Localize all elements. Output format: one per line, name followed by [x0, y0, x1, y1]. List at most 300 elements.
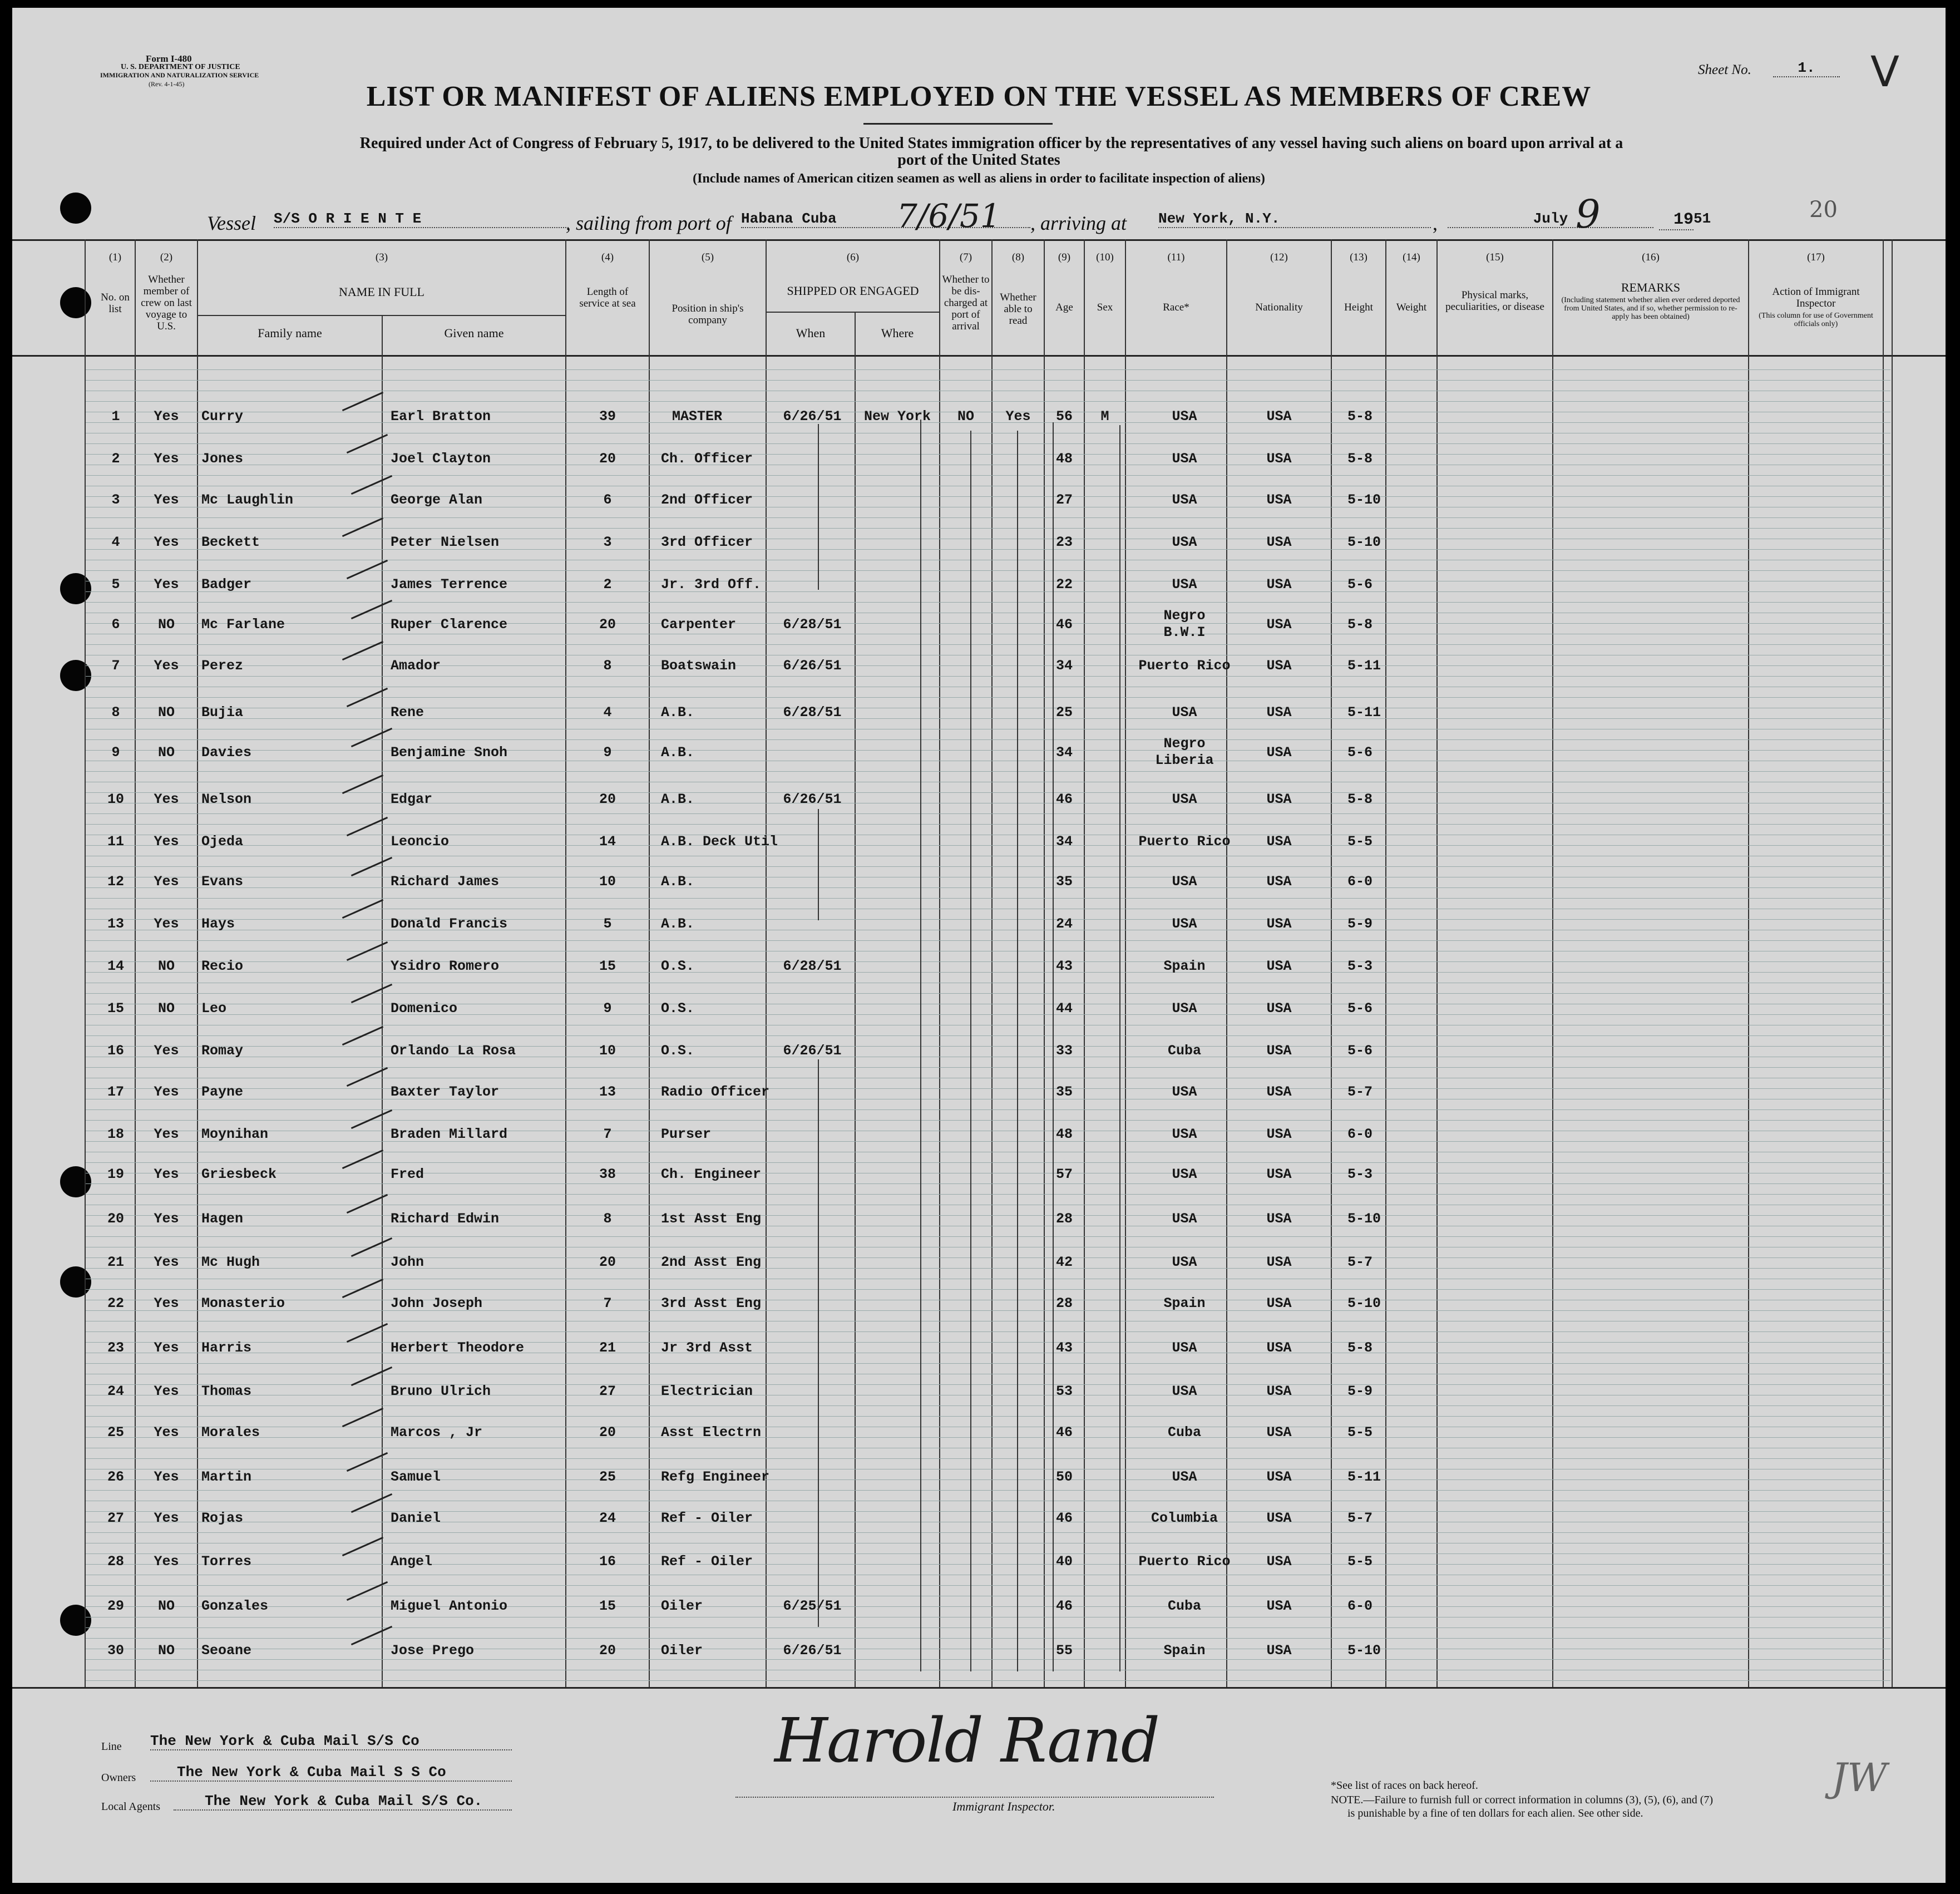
sheet-label: Sheet No.: [1698, 62, 1751, 77]
col-head-remarks: REMARKS: [1621, 280, 1681, 294]
age: 22: [1055, 576, 1073, 593]
row-number: 24: [107, 1383, 124, 1399]
able-to-read: Yes: [1005, 408, 1031, 425]
race-line-2: B.W.I: [1163, 624, 1206, 640]
ruled-line: [86, 1331, 1890, 1332]
crew-last-voyage: Yes: [154, 576, 179, 593]
given-name: Jose Prego: [391, 1643, 475, 1659]
length-of-service: 2: [603, 576, 612, 593]
family-name: Badger: [201, 576, 252, 593]
punch-hole: [60, 1166, 91, 1197]
col-head-sex: Sex: [1097, 302, 1113, 313]
height: 5-6: [1347, 1043, 1373, 1059]
family-name: Seoane: [201, 1643, 252, 1659]
position: Ch. Officer: [661, 451, 753, 467]
nationality: USA: [1266, 1211, 1292, 1227]
family-name: Harris: [201, 1340, 252, 1356]
position: O.S.: [661, 958, 695, 974]
column-rule: [1084, 239, 1085, 1687]
age: 35: [1055, 874, 1073, 890]
crew-last-voyage: Yes: [154, 1383, 179, 1399]
crew-last-voyage: Yes: [154, 1126, 179, 1142]
crew-last-voyage: Yes: [154, 1084, 179, 1100]
given-name: Miguel Antonio: [391, 1598, 508, 1614]
column-rule: [1883, 239, 1884, 1687]
row-number: 13: [107, 916, 124, 932]
nationality: USA: [1266, 791, 1292, 807]
col-num-11: (11): [1167, 251, 1185, 263]
age: 42: [1055, 1254, 1073, 1270]
ruled-line: [86, 676, 1890, 677]
height: 5-9: [1347, 1383, 1373, 1399]
row-number: 10: [107, 791, 124, 807]
race: USA: [1172, 408, 1197, 425]
col-head-physical: Physical marks, peculiarities, or disease: [1445, 289, 1544, 313]
inspector-signature: Harold Rand: [774, 1705, 1159, 1776]
height: 5-10: [1347, 492, 1381, 508]
nationality: USA: [1266, 1084, 1292, 1100]
given-name: John: [391, 1254, 424, 1270]
length-of-service: 20: [599, 616, 616, 633]
given-name: Braden Millard: [391, 1126, 508, 1142]
given-name: Edgar: [391, 791, 433, 807]
age: 40: [1055, 1553, 1073, 1570]
position: Ch. Engineer: [661, 1166, 762, 1182]
crew-last-voyage: Yes: [154, 1166, 179, 1182]
ruled-line: [86, 813, 1890, 814]
age: 43: [1055, 1340, 1073, 1356]
crew-last-voyage: Yes: [154, 1510, 179, 1526]
row-number: 30: [107, 1643, 124, 1659]
ruled-line: [86, 824, 1890, 825]
position: Oiler: [661, 1643, 703, 1659]
nationality: USA: [1266, 1254, 1292, 1270]
nationality: USA: [1266, 1340, 1292, 1356]
age: 48: [1055, 1126, 1073, 1142]
ruled-line: [86, 1659, 1890, 1660]
punch-hole: [60, 287, 91, 318]
nationality: USA: [1266, 658, 1292, 674]
given-name: Donald Francis: [391, 916, 508, 932]
col-num-2: (2): [160, 251, 173, 263]
family-name: Recio: [201, 958, 244, 974]
row-number: 2: [111, 451, 120, 467]
family-name: Monasterio: [201, 1295, 285, 1311]
page-title: LIST OR MANIFEST OF ALIENS EMPLOYED ON THE VESSEL AS MEMBERS OF CREW: [366, 81, 1592, 112]
table-outer-top: [12, 239, 1946, 241]
length-of-service: 8: [603, 1211, 612, 1227]
comma: ,: [1433, 212, 1438, 234]
length-of-service: 10: [599, 874, 616, 890]
family-name: Leo: [201, 1000, 227, 1017]
col-num-5: (5): [701, 251, 714, 263]
height: 5-11: [1347, 658, 1381, 674]
height: 5-8: [1347, 791, 1373, 807]
line-value: The New York & Cuba Mail S/S Co: [150, 1733, 512, 1750]
position: Electrician: [661, 1383, 753, 1399]
ruled-line: [86, 1405, 1890, 1406]
shipped-when: 6/28/51: [783, 704, 842, 721]
position: 1st Asst Eng: [661, 1211, 762, 1227]
nationality: USA: [1266, 916, 1292, 932]
height: 5-6: [1347, 576, 1373, 593]
age: 34: [1055, 744, 1073, 761]
col-head-read: Whether able to read: [1000, 292, 1036, 327]
position: 3rd Officer: [661, 534, 753, 550]
row-number: 20: [107, 1211, 124, 1227]
family-name: Nelson: [201, 791, 252, 807]
length-of-service: 38: [599, 1166, 616, 1182]
length-of-service: 3: [603, 534, 612, 550]
position: A.B.: [661, 791, 695, 807]
ruled-line: [86, 443, 1890, 444]
row-number: 23: [107, 1340, 124, 1356]
ruled-line: [86, 1067, 1890, 1068]
crew-last-voyage: NO: [157, 1598, 175, 1614]
ditto-stroke: [1053, 422, 1054, 1671]
owners-label: Owners: [101, 1772, 136, 1784]
given-name: Herbert Theodore: [391, 1340, 525, 1356]
column-rule: [1331, 239, 1332, 1687]
ruled-line: [86, 697, 1890, 698]
length-of-service: 24: [599, 1510, 616, 1526]
col-head-discharged: Whether to be dis-charged at port of arrival: [942, 274, 990, 332]
subtitle-line-2: port of the United States: [897, 151, 1060, 169]
race: USA: [1172, 1340, 1197, 1356]
vessel-name: S/S O R I E N T E: [274, 210, 569, 228]
title-rule: [863, 123, 1053, 125]
ruled-line: [86, 1236, 1890, 1237]
line-label: Line: [101, 1740, 122, 1753]
race: Puerto Rico: [1138, 658, 1231, 674]
age: 34: [1055, 833, 1073, 850]
row-number: 8: [111, 704, 120, 721]
ruled-line: [86, 1416, 1890, 1417]
nationality: USA: [1266, 1469, 1292, 1485]
crew-last-voyage: Yes: [154, 408, 179, 425]
vessel-label: Vessel: [207, 212, 256, 234]
crew-last-voyage: Yes: [154, 1553, 179, 1570]
row-number: 4: [111, 534, 120, 550]
col-num-15: (15): [1486, 251, 1504, 263]
length-of-service: 15: [599, 1598, 616, 1614]
position: 3rd Asst Eng: [661, 1295, 762, 1311]
nationality: USA: [1266, 576, 1292, 593]
nationality: USA: [1266, 408, 1292, 425]
given-name: Daniel: [391, 1510, 441, 1526]
height: 6-0: [1347, 874, 1373, 890]
age: 35: [1055, 1084, 1073, 1100]
col-num-17: (17): [1807, 251, 1825, 263]
family-name: Moynihan: [201, 1126, 269, 1142]
col-num-13: (13): [1350, 251, 1367, 263]
race: Negro: [1163, 608, 1206, 624]
crew-last-voyage: Yes: [154, 1424, 179, 1441]
col-num-3: (3): [375, 251, 388, 263]
col-head-race: Race*: [1163, 302, 1189, 313]
col-head-crew: Whether member of crew on last voyage to U.S.: [141, 274, 192, 332]
race: Columbia: [1151, 1510, 1218, 1526]
given-name: George Alan: [391, 492, 483, 508]
arriving-label: , arriving at: [1030, 212, 1127, 234]
ruled-line: [86, 1120, 1890, 1121]
crew-last-voyage: Yes: [154, 1254, 179, 1270]
age: 46: [1055, 1598, 1073, 1614]
crew-last-voyage: Yes: [154, 1295, 179, 1311]
col-head-family: Family name: [258, 326, 322, 340]
family-name: Martin: [201, 1469, 252, 1485]
col-head-name: NAME IN FULL: [339, 285, 424, 299]
ditto-stroke: [1017, 431, 1018, 1671]
length-of-service: 27: [599, 1383, 616, 1399]
row-number: 14: [107, 958, 124, 974]
given-name: Marcos , Jr: [391, 1424, 483, 1441]
family-name: Payne: [201, 1084, 244, 1100]
row-number: 15: [107, 1000, 124, 1017]
ruled-line: [86, 1680, 1890, 1681]
position: A.B.: [661, 744, 695, 761]
crew-last-voyage: Yes: [154, 1469, 179, 1485]
height: 5-10: [1347, 534, 1381, 550]
age: 48: [1055, 451, 1073, 467]
race: Cuba: [1167, 1424, 1201, 1441]
column-rule: [939, 239, 940, 1687]
race: Spain: [1163, 958, 1206, 974]
punch-hole: [60, 193, 91, 224]
age: 56: [1055, 408, 1073, 425]
length-of-service: 15: [599, 958, 616, 974]
length-of-service: 6: [603, 492, 612, 508]
ditto-stroke: [1119, 425, 1120, 1671]
ruled-line: [86, 517, 1890, 518]
ditto-stroke: [818, 1059, 819, 1627]
family-name: Thomas: [201, 1383, 252, 1399]
port-to: New York, N.Y.: [1158, 210, 1431, 228]
row-number: 18: [107, 1126, 124, 1142]
col-head-nationality: Nationality: [1255, 302, 1303, 313]
height: 5-10: [1347, 1211, 1381, 1227]
given-name: Richard James: [391, 874, 500, 890]
height: 5-8: [1347, 408, 1373, 425]
nationality: USA: [1266, 1126, 1292, 1142]
length-of-service: 10: [599, 1043, 616, 1059]
family-name: Hagen: [201, 1211, 244, 1227]
crew-last-voyage: Yes: [154, 833, 179, 850]
agents-label: Local Agents: [101, 1801, 161, 1813]
ruled-line: [86, 993, 1890, 994]
race: USA: [1172, 576, 1197, 593]
races-note: *See list of races on back hereof.: [1331, 1779, 1478, 1792]
age: 53: [1055, 1383, 1073, 1399]
col-num-9: (9): [1058, 251, 1071, 263]
shipped-when: 6/26/51: [783, 658, 842, 674]
height: 5-11: [1347, 1469, 1381, 1485]
crew-last-voyage: NO: [157, 958, 175, 974]
crew-last-voyage: Yes: [154, 916, 179, 932]
race: Spain: [1163, 1643, 1206, 1659]
position: 2nd Asst Eng: [661, 1254, 762, 1270]
nationality: USA: [1266, 1598, 1292, 1614]
shipped-when: 6/25/51: [783, 1598, 842, 1614]
family-name: Rojas: [201, 1510, 244, 1526]
shipped-where: New York: [863, 408, 931, 425]
nationality: USA: [1266, 1510, 1292, 1526]
height: 5-3: [1347, 958, 1373, 974]
age: 28: [1055, 1295, 1073, 1311]
height: 5-9: [1347, 916, 1373, 932]
family-name: Gonzales: [201, 1598, 269, 1614]
position: Ref - Oiler: [661, 1553, 753, 1570]
age: 44: [1055, 1000, 1073, 1017]
row-number: 26: [107, 1469, 124, 1485]
family-name: Bujia: [201, 704, 244, 721]
ruled-line: [86, 898, 1890, 899]
height: 5-6: [1347, 744, 1373, 761]
length-of-service: 8: [603, 658, 612, 674]
row-number: 12: [107, 874, 124, 890]
given-name: Rene: [391, 704, 424, 721]
column-rule: [991, 239, 993, 1687]
row-number: 27: [107, 1510, 124, 1526]
race: USA: [1172, 791, 1197, 807]
col-head-given: Given name: [444, 326, 504, 340]
check-mark: V: [1870, 47, 1899, 96]
column-rule: [85, 239, 86, 1687]
given-name: Amador: [391, 658, 441, 674]
col-head-when: When: [796, 326, 826, 340]
height: 6-0: [1347, 1126, 1373, 1142]
initials: JW: [1831, 1755, 1888, 1801]
race: USA: [1172, 1254, 1197, 1270]
col-head-weight: Weight: [1396, 302, 1427, 313]
ruled-line: [86, 570, 1890, 571]
family-name: Morales: [201, 1424, 260, 1441]
race: Puerto Rico: [1138, 833, 1231, 850]
length-of-service: 25: [599, 1469, 616, 1485]
discharged-at-arrival: NO: [957, 408, 974, 425]
given-name: Richard Edwin: [391, 1211, 500, 1227]
nationality: USA: [1266, 744, 1292, 761]
crew-last-voyage: NO: [157, 616, 175, 633]
given-name: Baxter Taylor: [391, 1084, 500, 1100]
column-rule: [1436, 239, 1438, 1687]
col-head-action: Action of Immigrant Inspector: [1772, 286, 1860, 309]
given-name: Ysidro Romero: [391, 958, 500, 974]
given-name: Ruper Clarence: [391, 616, 508, 633]
row-number: 3: [111, 492, 120, 508]
col-num-1: (1): [108, 251, 122, 263]
crew-last-voyage: Yes: [154, 451, 179, 467]
nationality: USA: [1266, 1424, 1292, 1441]
length-of-service: 20: [599, 1643, 616, 1659]
ruled-line: [86, 1363, 1890, 1364]
nationality: USA: [1266, 616, 1292, 633]
family-name: Mc Hugh: [201, 1254, 260, 1270]
age: 43: [1055, 958, 1073, 974]
family-name: Perez: [201, 658, 244, 674]
race: USA: [1172, 1383, 1197, 1399]
given-name: Orlando La Rosa: [391, 1043, 516, 1059]
row-number: 16: [107, 1043, 124, 1059]
arrival-year-suffix: 51: [1694, 210, 1711, 227]
age: 25: [1055, 704, 1073, 721]
col-num-4: (4): [601, 251, 614, 263]
header-bottom-rule: [12, 355, 1946, 357]
ruled-line: [86, 739, 1890, 740]
sailing-label: , sailing from port of: [566, 212, 732, 234]
family-name: Beckett: [201, 534, 260, 550]
height: 5-7: [1347, 1254, 1373, 1270]
col-num-8: (8): [1011, 251, 1025, 263]
row-number: 9: [111, 744, 120, 761]
length-of-service: 9: [603, 744, 612, 761]
race: USA: [1172, 916, 1197, 932]
position: Jr. 3rd Off.: [661, 576, 762, 593]
col-head-action-sub: (This column for use of Government officials only): [1759, 312, 1873, 328]
height: 5-7: [1347, 1084, 1373, 1100]
ruled-line: [86, 1585, 1890, 1586]
col-head-position: Position in ship's company: [672, 303, 744, 326]
name-subheader-rule: [198, 315, 565, 316]
family-name: Mc Laughlin: [201, 492, 294, 508]
height: 5-5: [1347, 1553, 1373, 1570]
row-number: 21: [107, 1254, 124, 1270]
given-name: Leoncio: [391, 833, 450, 850]
col-head-remarks-sub: (Including statement whether alien ever ordered deported from United States, and if so, whether permission to re-apply has been obtained): [1561, 296, 1740, 321]
given-name: Joel Clayton: [391, 451, 491, 467]
length-of-service: 16: [599, 1553, 616, 1570]
nationality: USA: [1266, 1295, 1292, 1311]
ruled-line: [86, 866, 1890, 867]
nationality: USA: [1266, 833, 1292, 850]
position: Carpenter: [661, 616, 737, 633]
height: 5-10: [1347, 1295, 1381, 1311]
manifest-sheet: [12, 8, 1946, 1883]
given-name: Bruno Ulrich: [391, 1383, 491, 1399]
col-num-12: (12): [1270, 251, 1288, 263]
height: 6-0: [1347, 1598, 1373, 1614]
shipped-when: 6/26/51: [783, 408, 842, 425]
punch-hole: [60, 1605, 91, 1636]
race: USA: [1172, 704, 1197, 721]
position: Radio Officer: [661, 1084, 770, 1100]
position: Oiler: [661, 1598, 703, 1614]
crew-last-voyage: Yes: [154, 1340, 179, 1356]
race: USA: [1172, 451, 1197, 467]
nationality: USA: [1266, 874, 1292, 890]
ruled-line: [86, 1183, 1890, 1184]
position: MASTER: [672, 408, 723, 425]
given-name: John Joseph: [391, 1295, 483, 1311]
sail-date-handwritten: 7/6/51: [897, 197, 1001, 235]
family-name: Jones: [201, 451, 244, 467]
given-name: James Terrence: [391, 576, 508, 593]
age: 27: [1055, 492, 1073, 508]
ruled-line: [86, 1627, 1890, 1628]
row-number: 11: [107, 833, 124, 850]
row-number: 25: [107, 1424, 124, 1441]
race: USA: [1172, 492, 1197, 508]
service-name: IMMIGRATION AND NATURALIZATION SERVICE: [100, 71, 259, 79]
position: 2nd Officer: [661, 492, 753, 508]
row-number: 28: [107, 1553, 124, 1570]
col-num-6: (6): [846, 251, 860, 263]
length-of-service: 5: [603, 916, 612, 932]
race: Cuba: [1167, 1598, 1201, 1614]
ruled-line: [86, 1194, 1890, 1195]
race: Spain: [1163, 1295, 1206, 1311]
ruled-line: [86, 380, 1890, 381]
